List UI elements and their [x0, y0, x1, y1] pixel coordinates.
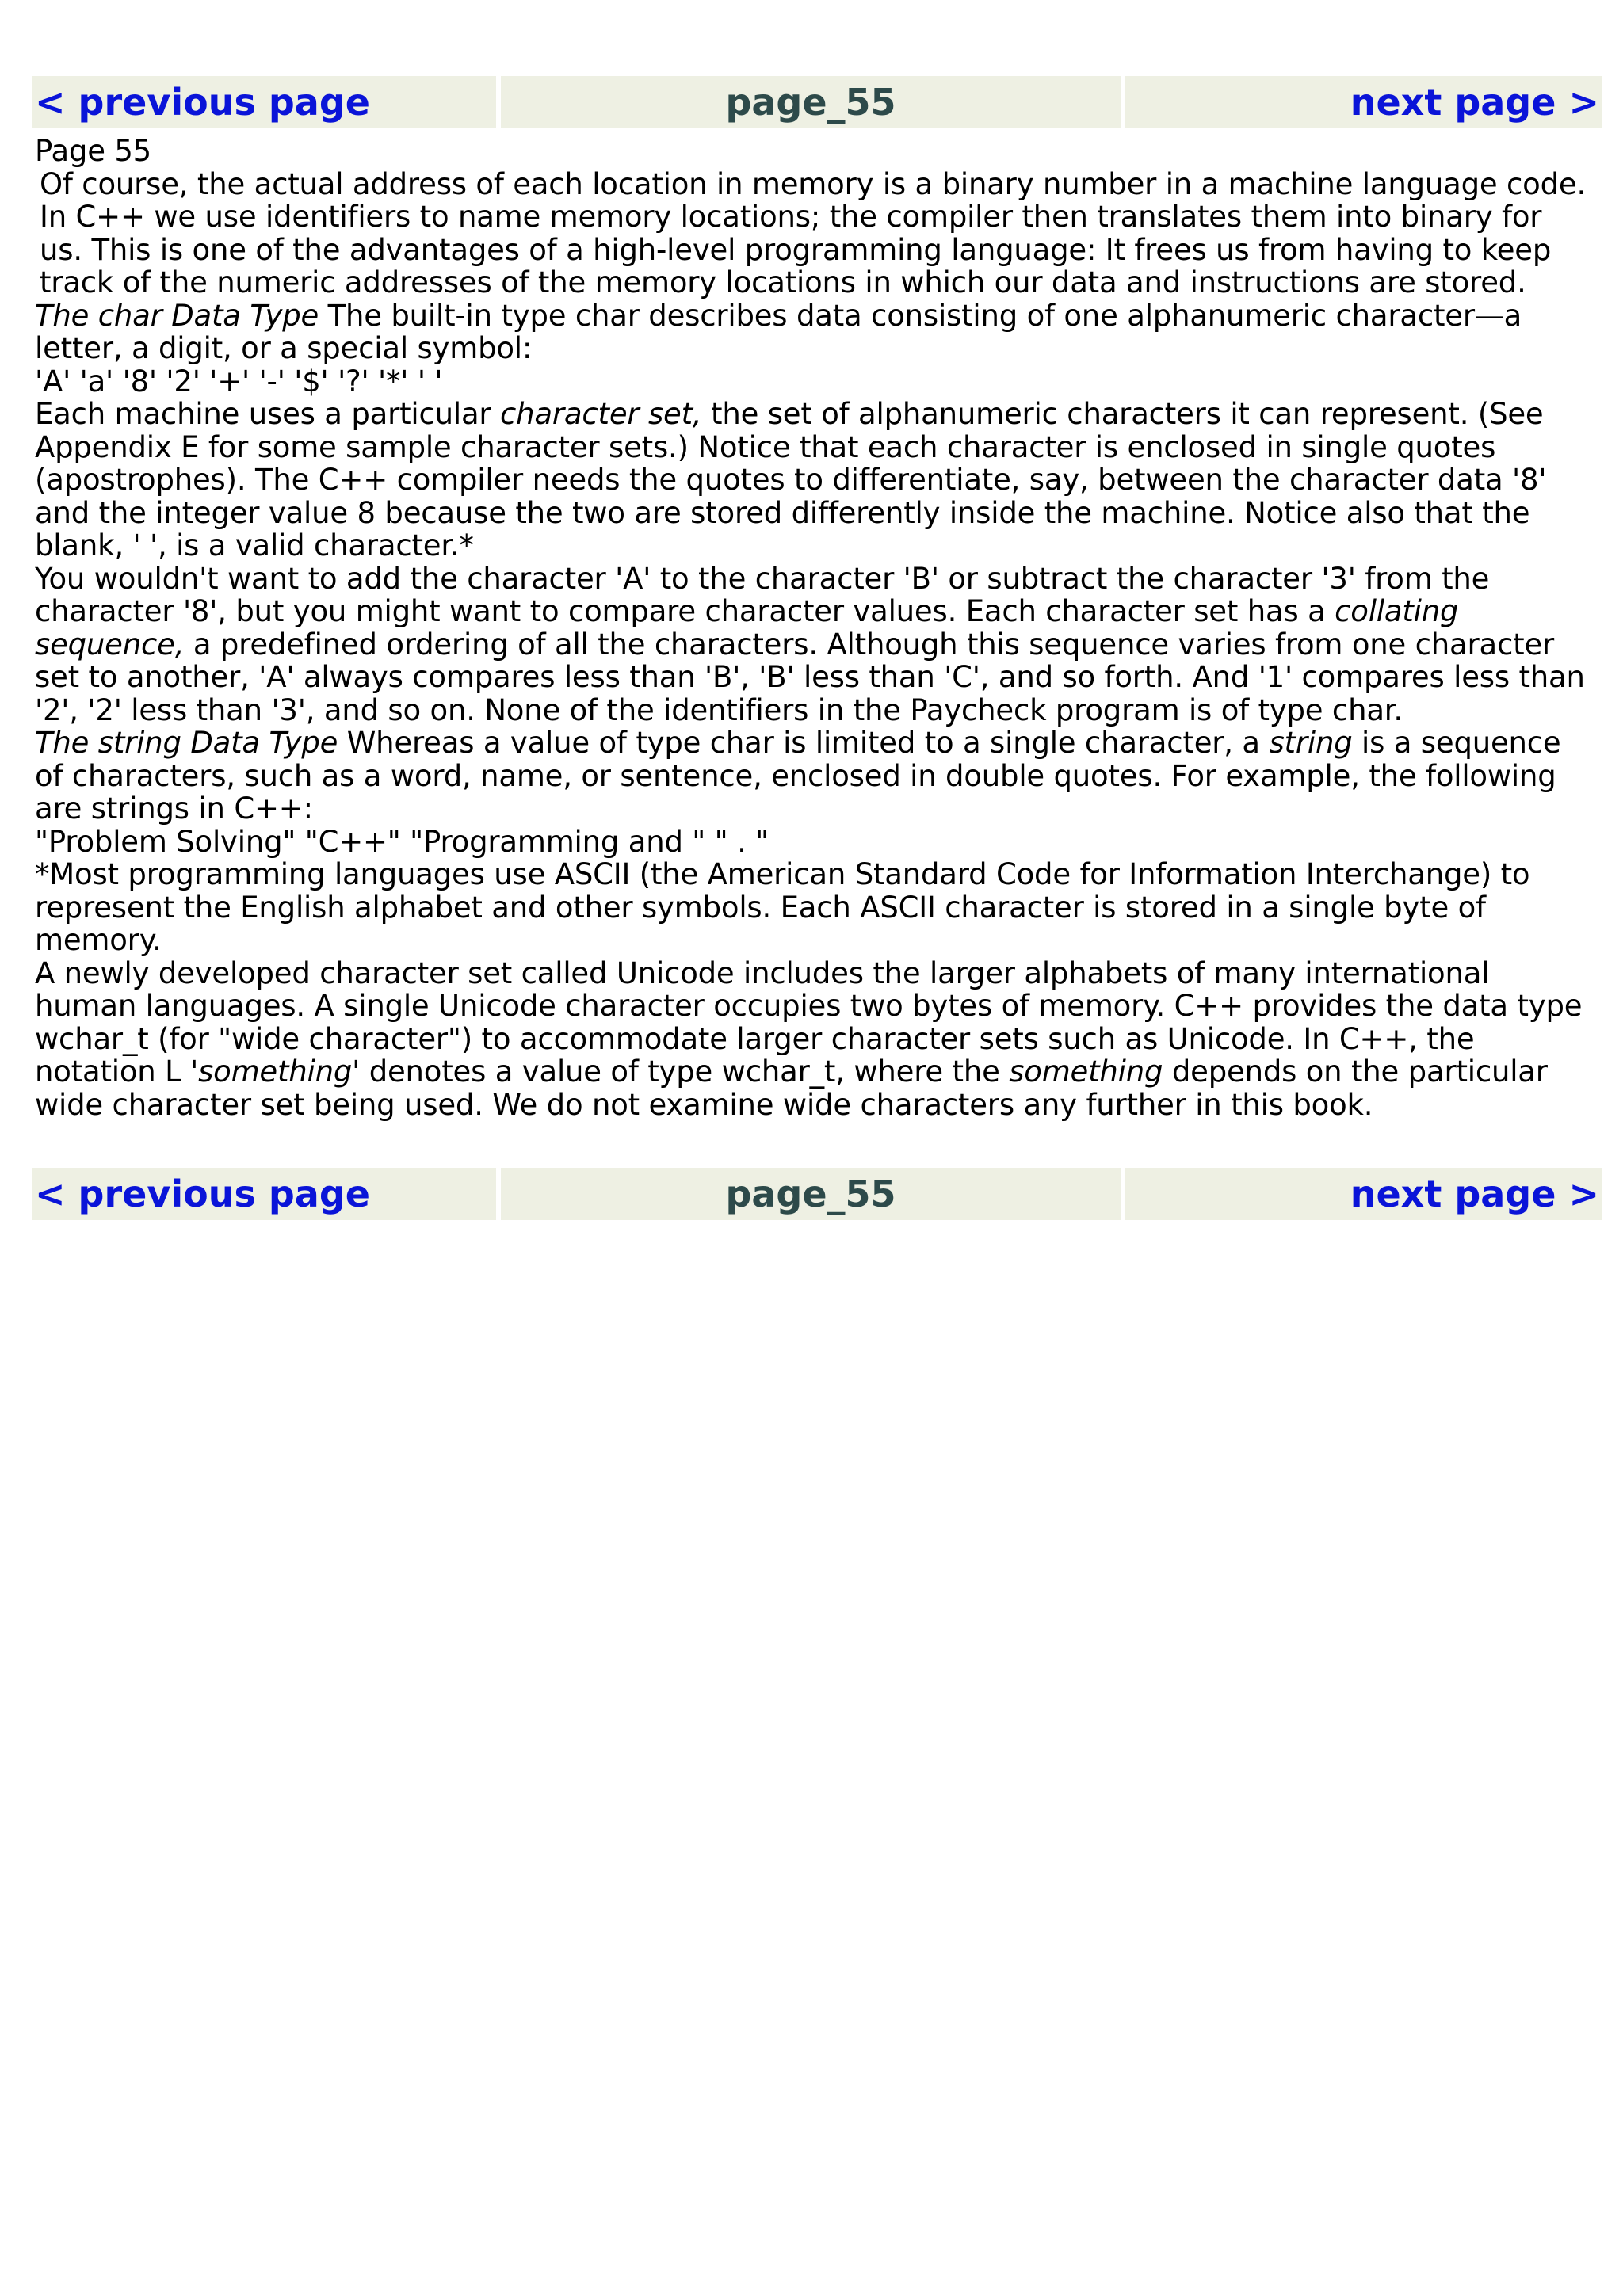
previous-page-link-bottom[interactable]: < previous page [35, 1173, 370, 1215]
page-content [35, 135, 1591, 1121]
footnote-ascii: *Most programming languages use ASCII (the American Standard Code for Information Interchange) to represent the English alphabet and other symbols. Each ASCII character is stored in a single byte of memory. [35, 857, 1530, 957]
unicode-term-something-quoted: 'something' [190, 1055, 361, 1089]
unicode-text-c: depends on the particular wide character set being used. We do not examine wide characters any further in this book. [35, 1055, 1548, 1122]
unicode-term-something: something [1009, 1055, 1163, 1089]
page-label-cell [501, 76, 1121, 128]
bottom-nav-bar [32, 1168, 1602, 1220]
previous-page-link[interactable]: < previous page [35, 81, 370, 124]
collating-text-a: You wouldn't want to add the character 'A' to the character 'B' or subtract the character '3' from the character '8', but you might want to compare character values. Each character set has a [35, 561, 1490, 628]
next-page-link-bottom[interactable]: next page > [1350, 1173, 1599, 1215]
character-set-text-b: the set of alphanumeric characters it can represent. (See Appendix E for some sample character sets.) Notice that each character is enclosed in single quotes (apostrophes). The C++ compiler needs the quotes to differentiate, say, between the character data '8' and the integer value 8 because the two are stored differently inside the machine. Notice also that the blank, ' ', is a valid character.* [35, 397, 1547, 563]
next-page-cell-bottom [1125, 1168, 1602, 1220]
prev-page-cell-bottom [32, 1168, 496, 1220]
string-examples: "Problem Solving" "C++" "Programming and " " . " [35, 824, 769, 859]
string-type-text-a: Whereas a value of type char is limited to a single character, a [338, 726, 1270, 760]
collating-term: collating sequence, [35, 594, 1459, 662]
page-label-bottom: page_55 [725, 1173, 896, 1215]
next-page-link[interactable]: next page > [1350, 81, 1599, 124]
page-label-cell-bottom [501, 1168, 1121, 1220]
string-term: string [1269, 726, 1353, 760]
character-set-text-a: Each machine uses a particular [35, 397, 501, 431]
collating-text-b: a predefined ordering of all the characters. Although this sequence varies from one character set to another, 'A' always compares less than 'B', 'B' less than 'C', and so forth. And '1' compares less than '2', '2' less than '3', and so on. None of the identifiers in the Paycheck program is of type char. [35, 627, 1585, 727]
char-examples: 'A' 'a' '8' '2' '+' '-' '$' '?' '*' ' ' [35, 364, 443, 399]
char-type-text: The built-in type char describes data consisting of one alphanumeric character—a letter, a digit, or a special symbol: [35, 298, 1522, 365]
paragraph-character-set [35, 398, 1591, 563]
prev-page-cell [32, 76, 496, 128]
char-type-heading: The char Data Type [35, 298, 319, 333]
page-heading: Page 55 [35, 134, 152, 168]
paragraph-char-type [35, 299, 1591, 365]
paragraph-collating-sequence [35, 563, 1591, 727]
top-nav-bar [32, 76, 1602, 128]
page-label: page_55 [725, 81, 896, 124]
string-type-heading: The string Data Type [35, 726, 338, 760]
next-page-cell [1125, 76, 1602, 128]
unicode-text-b: denotes a value of type wchar_t, where the [360, 1055, 1010, 1089]
unicode-text-a: A newly developed character set called Unicode includes the larger alphabets of many international human languages. A single Unicode character occupies two bytes of memory. C++ provides the data type wchar_t (for "wide character") to accommodate larger character sets such as Unicode. In C++, the notation L [35, 955, 1583, 1089]
string-type-text-b: is a sequence of characters, such as a word, name, or sentence, enclosed in double quotes. For example, the following are strings in C++: [35, 726, 1561, 826]
character-set-term: character set, [500, 397, 702, 431]
paragraph-memory-address: Of course, the actual address of each location in memory is a binary number in a machine language code. In C++ we use identifiers to name memory locations; the compiler then translates them into binary for us. This is one of the advantages of a high-level programming language: It frees us from having to keep track of the numeric addresses of the memory locations in which our data and instructions are stored. [40, 166, 1587, 299]
paragraph-string-type [35, 727, 1591, 826]
paragraph-unicode [35, 957, 1591, 1122]
